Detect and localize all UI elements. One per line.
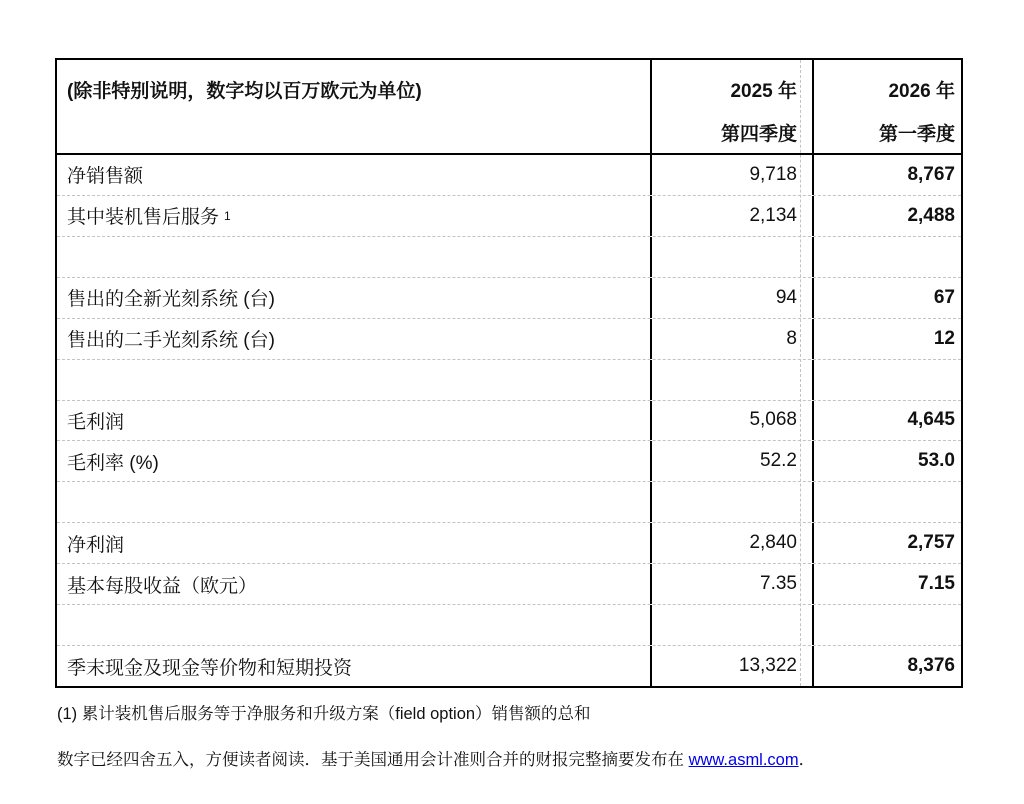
row-label bbox=[57, 482, 650, 522]
footnote-2-period: ． bbox=[798, 751, 816, 769]
row-label bbox=[57, 646, 650, 686]
row-label-text: 毛利率 (%) bbox=[67, 452, 159, 474]
table-row bbox=[57, 237, 961, 278]
row-label-text: 季末现金及现金等价物和短期投资 bbox=[67, 657, 353, 679]
value-2025q4 bbox=[650, 360, 812, 400]
value-2025q4: 13,322 bbox=[650, 646, 812, 686]
value-2025q4: 8 bbox=[650, 319, 812, 359]
row-label-text: 净利润 bbox=[67, 534, 125, 556]
value-2025q4: 9,718 bbox=[650, 155, 812, 195]
table-row bbox=[57, 401, 961, 442]
header-2025-year: 2025 年 bbox=[730, 81, 797, 102]
header-units-note bbox=[57, 60, 650, 153]
value-2025q4 bbox=[650, 605, 812, 645]
header-col-2025q4 bbox=[650, 60, 812, 153]
row-label-text: 毛利润 bbox=[67, 411, 125, 433]
value-2025q4: 5,068 bbox=[650, 401, 812, 441]
row-label-text: 基本每股收益（欧元） bbox=[67, 575, 258, 597]
value-2025q4: 2,840 bbox=[650, 523, 812, 563]
value-2026q1 bbox=[812, 605, 961, 645]
value-2025q4: 7.35 bbox=[650, 564, 812, 604]
row-label-text: 其中装机售后服务 bbox=[67, 207, 220, 229]
row-label bbox=[57, 155, 650, 195]
row-label-text: 净销售额 bbox=[67, 166, 144, 188]
table-row bbox=[57, 482, 961, 523]
row-label bbox=[57, 401, 650, 441]
row-label bbox=[57, 278, 650, 318]
value-2026q1: 2,488 bbox=[812, 196, 961, 236]
row-label bbox=[57, 360, 650, 400]
financial-results-table bbox=[55, 58, 963, 688]
value-2026q1: 8,376 bbox=[812, 646, 961, 686]
header-2025-quarter: 第四季度 bbox=[720, 124, 797, 145]
row-label bbox=[57, 441, 650, 481]
header-2026-year: 2026 年 bbox=[888, 81, 955, 102]
table-row bbox=[57, 564, 961, 605]
table-row bbox=[57, 196, 961, 237]
value-2025q4: 2,134 bbox=[650, 196, 812, 236]
value-2026q1: 2,757 bbox=[812, 523, 961, 563]
table-row bbox=[57, 155, 961, 196]
value-2025q4: 52.2 bbox=[650, 441, 812, 481]
value-2026q1: 7.15 bbox=[812, 564, 961, 604]
value-2026q1 bbox=[812, 237, 961, 277]
header-col-2026q1 bbox=[812, 60, 961, 153]
value-2026q1: 67 bbox=[812, 278, 961, 318]
value-2026q1 bbox=[812, 482, 961, 522]
row-label bbox=[57, 564, 650, 604]
footnote-1-text: (1) 累计装机售后服务等于净服务和升级方案（field option）销售额的总和 bbox=[57, 705, 591, 723]
value-2026q1: 12 bbox=[812, 319, 961, 359]
footnote-2 bbox=[57, 746, 815, 770]
value-2026q1: 53.0 bbox=[812, 441, 961, 481]
row-label-text: 售出的全新光刻系统 (台) bbox=[67, 289, 275, 311]
table-row bbox=[57, 605, 961, 646]
row-label: 其中装机售后服务 1 bbox=[57, 196, 650, 236]
asml-website-link[interactable]: www.asml.com bbox=[688, 751, 799, 769]
value-2025q4: 94 bbox=[650, 278, 812, 318]
table-row bbox=[57, 523, 961, 564]
table-body bbox=[57, 155, 961, 686]
table-row bbox=[57, 441, 961, 482]
header-units-note-text: (除非特别说明，数字均以百万欧元为单位) bbox=[67, 81, 422, 102]
value-2025q4 bbox=[650, 482, 812, 522]
table-row bbox=[57, 278, 961, 319]
row-label bbox=[57, 523, 650, 563]
row-label bbox=[57, 237, 650, 277]
value-2026q1: 8,767 bbox=[812, 155, 961, 195]
table-row bbox=[57, 646, 961, 686]
row-label bbox=[57, 319, 650, 359]
value-2025q4 bbox=[650, 237, 812, 277]
value-2026q1 bbox=[812, 360, 961, 400]
footnote-2-text: 数字已经四舍五入，方便读者阅读．基于美国通用会计准则合并的财报完整摘要发布在 bbox=[57, 751, 689, 769]
table-row bbox=[57, 319, 961, 360]
value-2026q1: 4,645 bbox=[812, 401, 961, 441]
table-row bbox=[57, 360, 961, 401]
footnote-1 bbox=[57, 700, 591, 724]
header-2026-quarter: 第一季度 bbox=[878, 124, 955, 145]
table-header-row bbox=[57, 60, 961, 155]
row-label-text: 售出的二手光刻系统 (台) bbox=[67, 330, 275, 352]
row-label bbox=[57, 605, 650, 645]
